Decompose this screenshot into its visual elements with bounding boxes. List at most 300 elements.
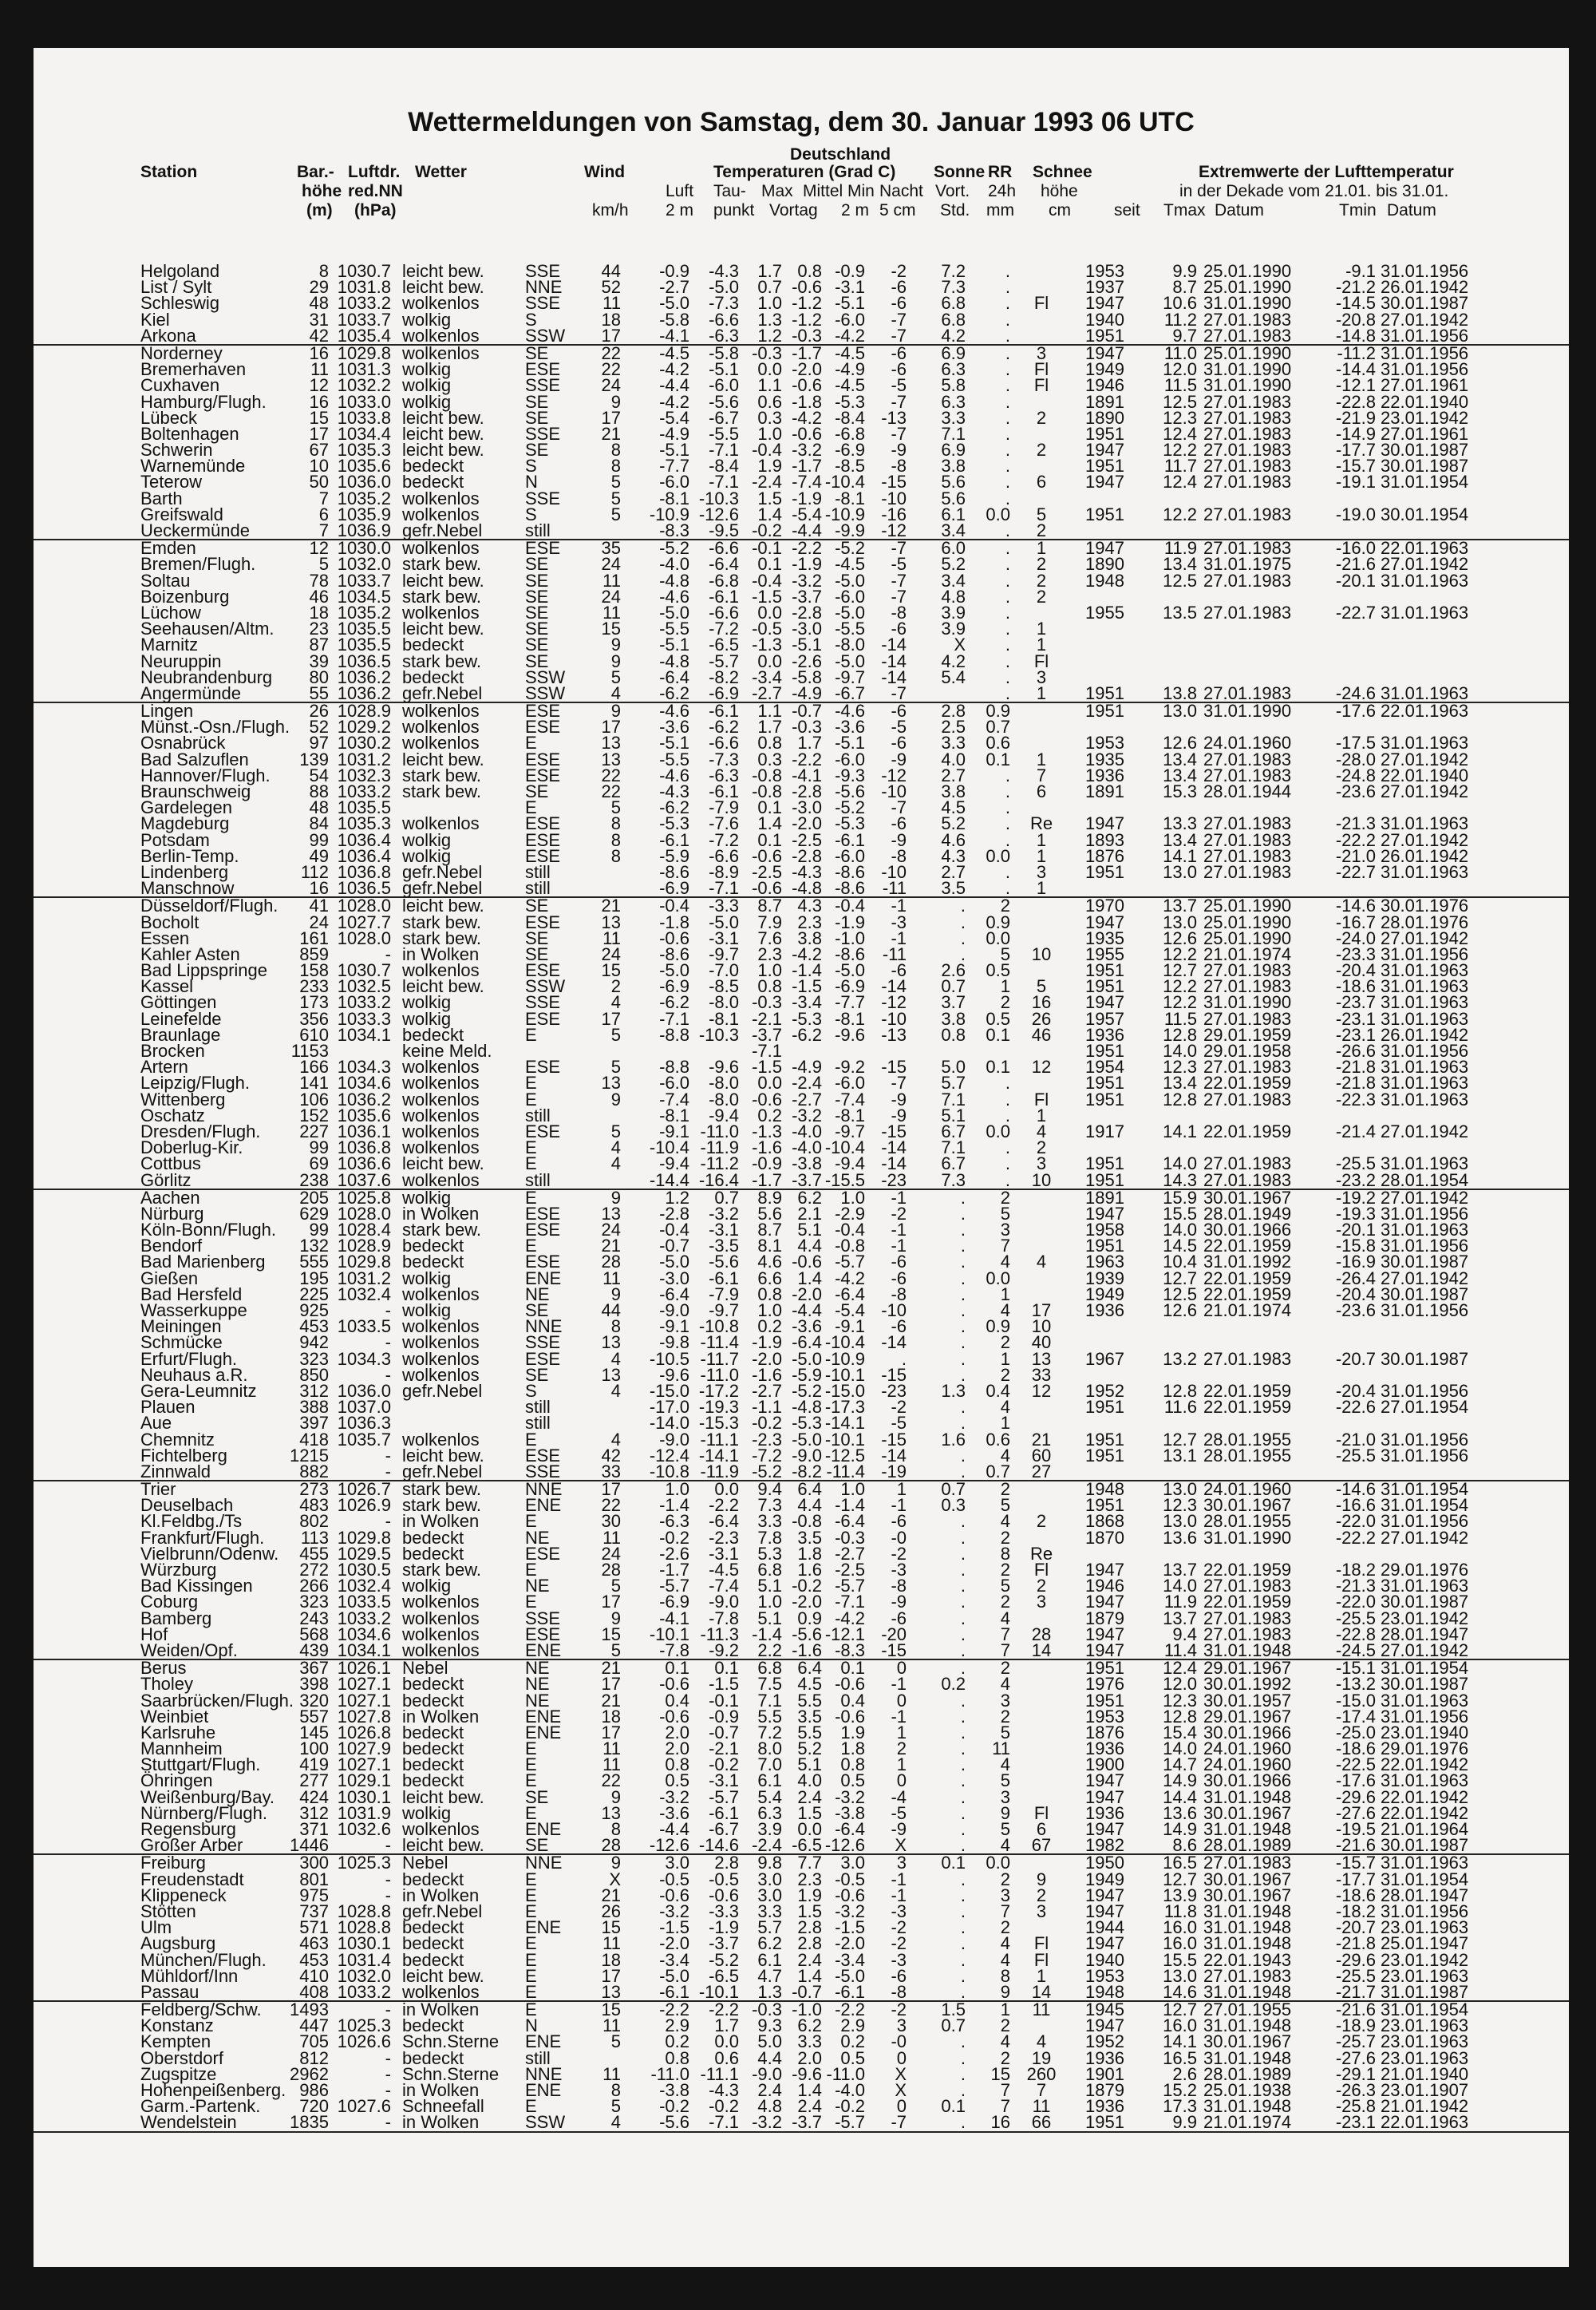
cell-wind-kmh: 18 [601, 1949, 621, 1970]
cell-wind-kmh: 30 [601, 1511, 621, 1532]
cell-luftdruck: 1035.2 [337, 602, 391, 623]
cell-bar-hoehe: 49 [309, 845, 329, 866]
cell-max-vortag: 0.8 [757, 733, 782, 754]
cell-tmin-datum: 21.01.1942 [1381, 2096, 1469, 2117]
cell-luft: -11.0 [650, 2063, 689, 2084]
cell-nacht-5cm: -11 [882, 943, 907, 964]
cell-min-2m: -10.4 [824, 1332, 865, 1353]
cell-nacht-5cm: -1 [891, 928, 907, 948]
cell-wind-kmh: 21 [601, 1236, 621, 1256]
cell-tmin-datum: 27.01.1942 [1381, 1268, 1469, 1288]
cell-station: Soltau [140, 570, 191, 591]
cell-max-vortag: -0.8 [752, 765, 782, 785]
cell-bar-hoehe: 439 [299, 1640, 329, 1660]
cell-rr-24h: 1 [1000, 1348, 1010, 1369]
cell-max-vortag: -2.7 [752, 1380, 782, 1401]
cell-min-2m: 2.9 [840, 2015, 865, 2036]
cell-wind-richtung: SSW [525, 682, 566, 703]
cell-taupunkt: -11.3 [700, 1624, 739, 1644]
cell-tmin-datum: 27.01.1942 [1381, 554, 1469, 575]
cell-luft: 0.1 [665, 1658, 689, 1679]
cell-taupunkt: -6.6 [709, 845, 739, 866]
cell-luftdruck: 1033.3 [337, 1008, 391, 1029]
cell-tmin-datum: 31.01.1963 [1381, 1153, 1469, 1174]
cell-wind-richtung: SE [525, 781, 549, 801]
cell-wind-richtung: E [525, 1236, 537, 1256]
cell-luftdruck: 1027.1 [337, 1674, 391, 1695]
cell-sonne: 7.3 [941, 277, 966, 298]
cell-tmin: -18.6 [1335, 976, 1376, 997]
cell-max-vortag: 7.0 [757, 1754, 782, 1775]
cell-taupunkt: -9.4 [709, 1105, 739, 1125]
cell-tmax: 13.3 [1163, 813, 1197, 834]
cell-taupunkt: 1.7 [714, 2015, 739, 2036]
cell-schnee: 11 [1032, 1999, 1051, 2020]
cell-luftdruck: 1035.5 [337, 619, 391, 639]
cell-min-2m: -5.0 [835, 570, 865, 591]
cell-min-2m: -9.2 [835, 1057, 865, 1078]
cell-tmax: 8.7 [1172, 277, 1197, 298]
cell-station: Bamberg [140, 1608, 212, 1628]
cell-wetter: gefr.Nebel [402, 1380, 483, 1401]
cell-station: Braunschweig [140, 781, 251, 801]
cell-station: Gera-Leumnitz [140, 1380, 257, 1401]
cell-min-2m: -9.9 [835, 520, 865, 540]
cell-station: Boltenhagen [140, 423, 239, 444]
cell-bar-hoehe: 397 [299, 1413, 329, 1434]
cell-taupunkt: -7.6 [709, 813, 739, 834]
cell-nacht-5cm: 0 [896, 1658, 907, 1679]
cell-taupunkt: 0.0 [714, 2031, 739, 2052]
cell-rr-24h: 2 [1000, 1706, 1010, 1727]
cell-taupunkt: -8.4 [709, 456, 739, 477]
cell-nacht-5cm: -23 [881, 1380, 907, 1401]
cell-station: Aachen [140, 1187, 200, 1208]
cell-mittel-vortag: -2.2 [792, 749, 822, 769]
cell-nacht-5cm: -2 [891, 1999, 907, 2020]
cell-tmax: 12.4 [1163, 1658, 1197, 1679]
cell-taupunkt: -0.7 [709, 1722, 739, 1742]
cell-bar-hoehe: 323 [299, 1592, 329, 1612]
cell-tmin-datum: 27.01.1942 [1381, 1527, 1469, 1548]
cell-seit: 1947 [1085, 1640, 1124, 1660]
cell-wetter: wolkenlos [402, 1819, 480, 1839]
cell-rr-24h: . [1005, 520, 1010, 540]
cell-nacht-5cm: -1 [891, 1885, 907, 1905]
header-wind: Wind [584, 163, 626, 181]
cell-luft: -6.0 [659, 1073, 689, 1094]
cell-sonne: 3.9 [941, 602, 966, 623]
cell-wind-richtung: SE [525, 619, 549, 639]
cell-min-2m: -9.1 [835, 1316, 865, 1337]
cell-seit: 1947 [1085, 538, 1124, 559]
cell-schnee: Fl [1033, 1949, 1049, 1970]
cell-sonne: . [960, 2031, 966, 2052]
cell-schnee: 12 [1031, 1057, 1052, 1078]
header-rr-3: mm [986, 201, 1014, 220]
cell-wind-kmh: 11 [602, 2015, 621, 2036]
cell-luftdruck: 1036.6 [337, 1153, 391, 1174]
cell-mittel-vortag: -8.2 [792, 1461, 822, 1481]
cell-min-2m: -3.8 [835, 1802, 865, 1823]
cell-sonne: . [960, 1949, 966, 1970]
cell-luft: -5.1 [659, 733, 689, 754]
cell-wetter: gefr.Nebel [402, 682, 483, 703]
header-bar-hoehe: Bar.- [297, 163, 334, 181]
cell-sonne: 3.7 [941, 992, 966, 1013]
cell-tmax-datum: 31.01.1990 [1203, 359, 1292, 380]
cell-station: Teterow [140, 472, 203, 492]
cell-rr-24h: 5 [1000, 1203, 1010, 1224]
cell-tmax: 8.6 [1172, 1835, 1197, 1856]
cell-luft: -5.2 [659, 538, 689, 559]
cell-bar-hoehe: 610 [299, 1024, 329, 1045]
cell-wind-kmh: 8 [610, 1819, 621, 1839]
cell-seit: 1952 [1085, 2031, 1124, 2052]
cell-tmin: -22.6 [1335, 1397, 1376, 1418]
cell-tmin-datum: 31.01.1963 [1381, 570, 1469, 591]
cell-nacht-5cm: 0 [896, 1770, 907, 1791]
cell-wind-richtung: E [525, 2096, 537, 2117]
cell-min-2m: 0.1 [840, 1658, 865, 1679]
cell-schnee: 2 [1036, 1137, 1047, 1158]
cell-tmin-datum: 21.01.1964 [1381, 1819, 1469, 1839]
cell-luftdruck: 1034.3 [337, 1057, 391, 1078]
cell-nacht-5cm: -6 [891, 813, 907, 834]
cell-luft: -9.0 [659, 1300, 689, 1320]
cell-seit: 1946 [1085, 375, 1124, 396]
cell-tmin-datum: 31.01.1963 [1381, 992, 1469, 1013]
cell-max-vortag: -0.6 [752, 845, 782, 866]
cell-seit: 1949 [1085, 359, 1124, 380]
cell-luft: -1.4 [659, 1495, 689, 1516]
cell-wind-kmh: 24 [601, 375, 621, 396]
cell-tmin: -20.1 [1335, 570, 1376, 591]
cell-mittel-vortag: -5.3 [792, 1413, 822, 1434]
cell-luftdruck: 1028.4 [337, 1220, 391, 1240]
cell-max-vortag: 1.0 [757, 423, 782, 444]
cell-luftdruck: 1035.3 [337, 813, 391, 834]
cell-tmax: 12.0 [1163, 359, 1197, 380]
cell-sonne: . [960, 1332, 966, 1353]
cell-nacht-5cm: -6 [891, 1965, 907, 1986]
cell-seit: 1947 [1085, 1786, 1124, 1807]
cell-luft: -4.4 [659, 1819, 689, 1839]
cell-tmin-datum: 26.01.1942 [1381, 277, 1469, 298]
cell-max-vortag: -1.4 [752, 1624, 782, 1644]
cell-min-2m: -5.0 [835, 960, 865, 981]
cell-seit: 1944 [1085, 1917, 1124, 1938]
cell-schnee: 33 [1031, 1364, 1052, 1385]
cell-wind-kmh: 13 [601, 1203, 621, 1224]
cell-mittel-vortag: -0.7 [792, 1981, 822, 2002]
cell-tmax: 14.1 [1163, 2031, 1197, 2052]
cell-sonne: . [960, 912, 966, 932]
cell-wetter: wolkenlos [402, 960, 480, 981]
cell-tmin-datum: 31.01.1956 [1381, 1706, 1469, 1727]
cell-mittel-vortag: -3.2 [792, 570, 822, 591]
cell-station: Bad Kissingen [140, 1576, 253, 1596]
cell-schnee: 10 [1031, 1169, 1052, 1190]
cell-luft: -0.2 [659, 2096, 689, 2117]
cell-tmin: -14.9 [1335, 423, 1376, 444]
cell-taupunkt: -5.8 [709, 342, 739, 363]
cell-luft: -5.1 [659, 635, 689, 655]
cell-nacht-5cm: -10 [881, 1300, 907, 1320]
cell-station: Weiden/Opf. [140, 1640, 238, 1660]
cell-rr-24h: . [1005, 829, 1010, 850]
cell-luftdruck: 1030.7 [337, 261, 391, 281]
cell-schnee: Re [1029, 1543, 1053, 1564]
cell-wetter: wolkenlos [402, 1364, 480, 1385]
cell-min-2m: -2.7 [835, 1543, 865, 1564]
cell-wind-kmh: 13 [601, 912, 621, 932]
cell-tmin: -22.5 [1335, 1754, 1376, 1775]
cell-tmin-datum: 28.01.1976 [1381, 912, 1469, 932]
cell-nacht-5cm: -15 [881, 472, 907, 492]
cell-station: Nürnberg/Flugh. [140, 1802, 267, 1823]
cell-taupunkt: -6.3 [709, 325, 739, 346]
cell-wetter: wolkenlos [402, 1592, 480, 1612]
cell-max-vortag: -1.6 [752, 1364, 782, 1385]
cell-luft: -9.4 [659, 1153, 689, 1174]
header-rr-2: 24h [988, 182, 1017, 200]
cell-bar-hoehe: 97 [309, 733, 329, 754]
cell-sonne: . [960, 1592, 966, 1612]
cell-station: Trier [140, 1479, 176, 1500]
table-row [34, 2114, 1569, 2132]
cell-schnee: 4 [1036, 1121, 1047, 1141]
cell-taupunkt: 0.1 [714, 1658, 739, 1679]
cell-luftdruck: 1032.0 [337, 554, 391, 575]
cell-taupunkt: -3.2 [709, 1203, 739, 1224]
cell-tmin-datum: 23.01.1963 [1381, 2047, 1469, 2068]
cell-nacht-5cm: 0 [896, 2047, 907, 2068]
cell-tmax: 12.6 [1163, 1300, 1197, 1320]
cell-tmin: -23.3 [1335, 943, 1376, 964]
cell-wind-richtung: ENE [525, 2031, 562, 2052]
cell-tmin: -21.8 [1335, 1933, 1376, 1954]
cell-schnee: 14 [1031, 1981, 1052, 2002]
cell-station: Münst.-Osn./Flugh. [140, 717, 290, 738]
cell-tmin-datum: 27.01.1942 [1381, 781, 1469, 801]
cell-bar-hoehe: 152 [299, 1105, 329, 1125]
cell-luftdruck: 1032.4 [337, 1576, 391, 1596]
cell-max-vortag: 6.1 [757, 1949, 782, 1970]
cell-mittel-vortag: -4.4 [792, 1300, 822, 1320]
cell-tmin-datum: 31.01.1954 [1381, 472, 1469, 492]
cell-mittel-vortag: -4.2 [792, 943, 822, 964]
cell-luft: -1.8 [659, 912, 689, 932]
cell-wind-richtung: SSE [525, 1608, 561, 1628]
cell-luft: -5.0 [659, 293, 689, 314]
cell-luft: -2.2 [659, 1999, 689, 2020]
cell-wind-kmh: 9 [610, 1284, 621, 1304]
cell-wetter: wolkenlos [402, 1624, 480, 1644]
cell-tmin: -18.2 [1335, 1901, 1376, 1921]
cell-seit: 1947 [1085, 1592, 1124, 1612]
cell-luft: -3.4 [659, 1949, 689, 1970]
cell-luft: -5.0 [659, 1965, 689, 1986]
cell-rr-24h: . [1005, 1153, 1010, 1174]
cell-taupunkt: -6.6 [709, 309, 739, 330]
cell-wind-richtung: E [525, 733, 537, 754]
cell-luftdruck: 1036.5 [337, 878, 391, 899]
cell-tmax: 15.3 [1163, 781, 1197, 801]
cell-tmin-datum: 29.01.1976 [1381, 1738, 1469, 1759]
cell-min-2m: -5.2 [835, 797, 865, 818]
cell-max-vortag: 5.1 [757, 1576, 782, 1596]
cell-luftdruck: 1036.3 [337, 1413, 391, 1434]
cell-nacht-5cm: -8 [891, 845, 907, 866]
cell-taupunkt: -6.7 [709, 407, 739, 428]
cell-nacht-5cm: -0 [891, 1527, 907, 1548]
cell-max-vortag: 8.7 [757, 1220, 782, 1240]
cell-mittel-vortag: -2.8 [792, 845, 822, 866]
cell-tmax: 11.2 [1163, 309, 1197, 330]
cell-mittel-vortag: -2.7 [792, 1089, 822, 1110]
cell-taupunkt: -3.3 [709, 1901, 739, 1921]
cell-tmin-datum: 30.01.1987 [1381, 1592, 1469, 1612]
cell-rr-24h: 0.0 [986, 504, 1010, 524]
cell-luft: -0.4 [659, 1220, 689, 1240]
header-taupunkt-2: punkt [713, 201, 755, 220]
cell-rr-24h: . [1005, 765, 1010, 785]
cell-station: Öhringen [140, 1770, 213, 1791]
cell-taupunkt: -5.7 [709, 1786, 739, 1807]
cell-nacht-5cm: -7 [891, 1073, 907, 1094]
cell-luftdruck: 1032.6 [337, 1819, 391, 1839]
cell-wind-kmh: 11 [602, 1754, 621, 1775]
cell-luftdruck: 1037.6 [337, 1169, 391, 1190]
cell-station: Greifswald [140, 504, 223, 524]
cell-rr-24h: . [1005, 570, 1010, 591]
cell-taupunkt: -7.1 [709, 2112, 739, 2133]
cell-bar-hoehe: 398 [299, 1674, 329, 1695]
cell-sonne: 0.8 [941, 1024, 966, 1045]
cell-min-2m: -5.0 [835, 602, 865, 623]
cell-mittel-vortag: -1.7 [792, 342, 822, 363]
cell-min-2m: -2.9 [835, 1203, 865, 1224]
cell-sonne: . [960, 1461, 966, 1481]
cell-tmax-datum: 27.01.1983 [1203, 472, 1292, 492]
cell-rr-24h: . [1005, 682, 1010, 703]
cell-tmin: -20.1 [1335, 1220, 1376, 1240]
cell-luftdruck: 1033.7 [337, 570, 391, 591]
cell-rr-24h: 11 [992, 1738, 1010, 1759]
cell-tmax: 13.0 [1163, 1965, 1197, 1986]
cell-mittel-vortag: -3.7 [792, 586, 822, 607]
cell-tmax: 12.6 [1163, 928, 1197, 948]
cell-station: Neuhaus a.R. [140, 1364, 248, 1385]
cell-schnee: Fl [1033, 359, 1049, 380]
cell-rr-24h: 2 [1000, 896, 1010, 916]
cell-wind-kmh: 5 [610, 1576, 621, 1596]
cell-sonne: 4.5 [941, 797, 966, 818]
cell-taupunkt: -7.1 [709, 440, 739, 461]
cell-station: Bad Hersfeld [140, 1284, 243, 1304]
cell-wind-richtung: E [525, 1187, 537, 1208]
cell-min-2m: -5.1 [835, 733, 865, 754]
cell-tmax-datum: 30.01.1966 [1203, 1770, 1292, 1791]
cell-taupunkt: -7.4 [709, 1576, 739, 1596]
cell-seit: 1951 [1085, 1495, 1124, 1516]
cell-max-vortag: 7.5 [757, 1674, 782, 1695]
cell-luft: -3.8 [659, 2080, 689, 2100]
cell-seit: 1876 [1085, 1722, 1124, 1742]
cell-wind-richtung: NNE [525, 1853, 563, 1873]
cell-tmax-datum: 27.01.1983 [1203, 1624, 1292, 1644]
cell-tmax: 13.1 [1163, 1445, 1197, 1466]
cell-wind-kmh: 22 [601, 342, 621, 363]
cell-tmin: -20.4 [1335, 960, 1376, 981]
cell-tmin-datum: 31.01.1956 [1381, 1901, 1469, 1921]
cell-mittel-vortag: 2.8 [797, 1917, 822, 1938]
cell-tmin-datum: 30.01.1987 [1381, 1674, 1469, 1695]
cell-wind-kmh: 22 [601, 765, 621, 785]
cell-min-2m: -6.4 [835, 1284, 865, 1304]
cell-tmax-datum: 30.01.1957 [1203, 1690, 1292, 1711]
cell-wetter: bedeckt [402, 1917, 464, 1938]
cell-mittel-vortag: -4.2 [792, 407, 822, 428]
cell-mittel-vortag: 6.2 [797, 2015, 822, 2036]
cell-luftdruck: 1025.3 [337, 1853, 391, 1873]
cell-nacht-5cm: X [895, 1835, 907, 1856]
cell-nacht-5cm: -7 [891, 538, 907, 559]
cell-wind-kmh: 44 [601, 1300, 621, 1320]
cell-tmin-datum: 27.01.1954 [1381, 1397, 1469, 1418]
cell-min-2m: -8.6 [835, 861, 865, 882]
cell-schnee: 46 [1031, 1024, 1052, 1045]
cell-tmax-datum: 25.01.1990 [1203, 928, 1292, 948]
cell-max-vortag: 5.4 [757, 1786, 782, 1807]
cell-wind-richtung: ESE [525, 1121, 561, 1141]
cell-seit: 1947 [1085, 813, 1124, 834]
cell-luft: -9.6 [659, 1364, 689, 1385]
cell-seit: 1951 [1085, 1429, 1124, 1450]
cell-tmax-datum: 27.01.1983 [1203, 602, 1292, 623]
cell-schnee: 60 [1031, 1445, 1052, 1466]
cell-bar-hoehe: 277 [299, 1770, 329, 1791]
cell-schnee: 10 [1031, 1316, 1052, 1337]
cell-wind-richtung: SE [525, 586, 549, 607]
cell-luftdruck: 1034.6 [337, 1073, 391, 1094]
cell-wetter: wolkig [402, 845, 452, 866]
cell-wind-richtung: E [525, 1592, 537, 1612]
cell-wind-kmh: 8 [610, 2080, 621, 2100]
cell-mittel-vortag: -2.8 [792, 781, 822, 801]
cell-sonne: 3.8 [941, 1008, 966, 1029]
cell-station: Ulm [140, 1917, 172, 1938]
cell-seit: 1970 [1085, 896, 1124, 916]
cell-seit: 1947 [1085, 1203, 1124, 1224]
cell-station: Angermünde [140, 682, 241, 703]
cell-wetter: wolkenlos [402, 813, 480, 834]
cell-tmax: 12.2 [1163, 440, 1197, 461]
cell-luft: -10.4 [649, 1137, 689, 1158]
header-bar-hoehe-3: (m) [306, 201, 333, 220]
cell-tmax: 13.6 [1163, 1527, 1197, 1548]
cell-tmin: -25.5 [1335, 1965, 1376, 1986]
cell-luft: -4.6 [659, 586, 689, 607]
cell-mittel-vortag: -3.0 [792, 619, 822, 639]
cell-min-2m: 0.4 [840, 1690, 865, 1711]
cell-taupunkt: -5.5 [709, 423, 739, 444]
cell-tmin-datum: 22.01.1963 [1381, 701, 1469, 722]
cell-luftdruck: 1035.5 [337, 797, 391, 818]
cell-rr-24h: 0.0 [986, 1121, 1010, 1141]
cell-wind-kmh: 13 [601, 733, 621, 754]
